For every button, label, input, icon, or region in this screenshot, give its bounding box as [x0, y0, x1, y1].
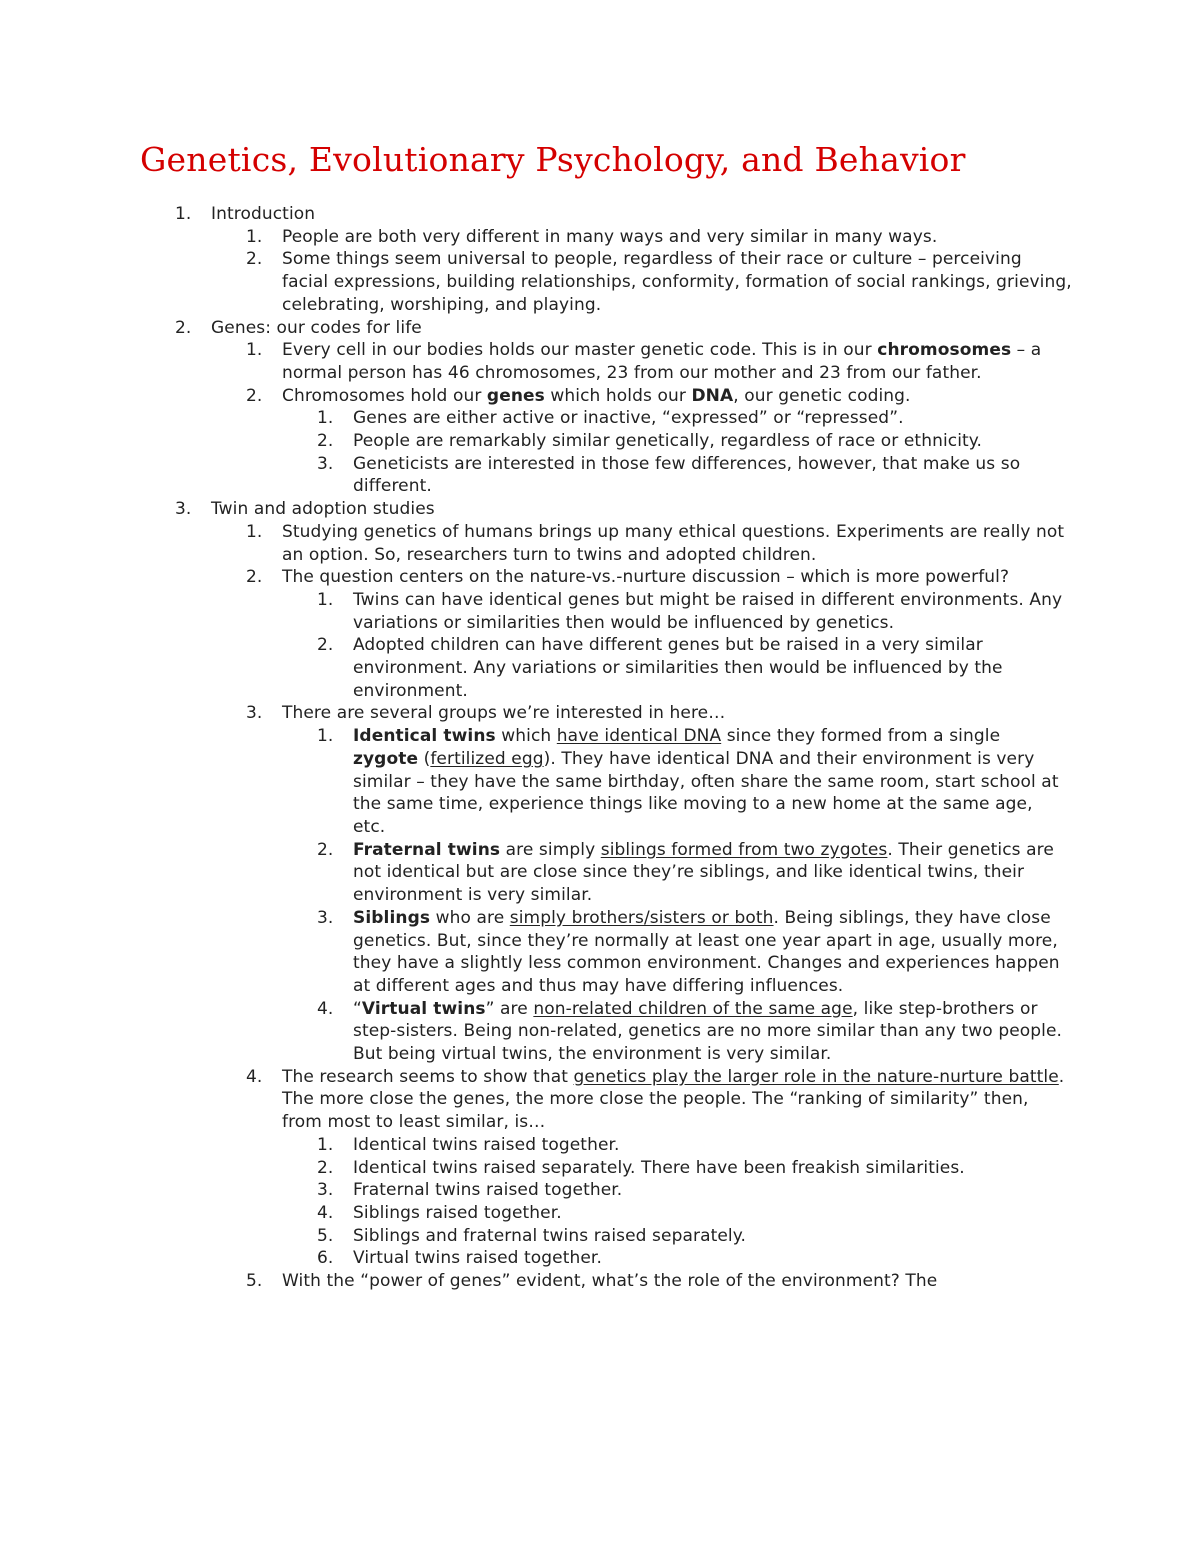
list-item-text: Some things seem universal to people, regardless of their race or culture – perceiving facial expressions, building relationships, conformity, formation of social rankings, grieving, celebrating, worshiping, and playing.	[282, 249, 1072, 315]
text-run: since they formed from a single	[721, 726, 1001, 747]
list-item	[246, 226, 1072, 249]
list-number: 2.	[317, 1157, 334, 1178]
list-number: 1.	[246, 340, 263, 361]
list-number: 4.	[317, 1202, 334, 1223]
section-heading: Genes: our codes for life	[211, 317, 422, 338]
list-number: 5.	[246, 1271, 263, 1292]
list-number: 2.	[246, 249, 263, 270]
ranking-item	[317, 1179, 1068, 1202]
bold-term: DNA	[691, 385, 734, 406]
list-number: 2.	[246, 567, 263, 588]
outline-section-twin-studies	[175, 498, 1071, 521]
list-item	[246, 702, 1072, 725]
underlined-phrase: siblings formed from two zygotes	[600, 839, 888, 860]
outline-section-genes	[175, 317, 1071, 340]
list-item-text	[282, 386, 911, 406]
list-item	[317, 430, 1068, 453]
list-number: 2.	[317, 635, 334, 656]
section-heading: Twin and adoption studies	[211, 499, 435, 520]
text-run: The research seems to show that	[282, 1066, 574, 1087]
text-run: who are	[430, 907, 510, 928]
list-item-text: The question centers on the nature-vs.-nurture discussion – which is more powerful?	[282, 567, 1010, 588]
list-number: 3.	[317, 907, 334, 928]
list-item-siblings	[317, 907, 1068, 998]
text-run: which holds our	[544, 385, 692, 406]
list-number: 3.	[175, 499, 192, 520]
list-item-text: There are several groups we’re interested in here…	[282, 703, 726, 724]
ranking-item	[317, 1225, 1068, 1248]
list-number: 2.	[317, 839, 334, 860]
outline-list	[0, 203, 1200, 1293]
text-run: Every cell in our bodies holds our master genetic code. This is in our	[282, 340, 878, 361]
underlined-phrase: simply brothers/sisters or both	[509, 907, 774, 928]
list-number: 1.	[317, 1134, 334, 1155]
list-item-text	[353, 908, 1060, 996]
ranking-item	[317, 1247, 1068, 1270]
text-run: are simply	[500, 839, 601, 860]
bold-term: Virtual twins	[361, 998, 486, 1019]
list-number: 2.	[175, 317, 192, 338]
text-run: . Their genetics are not identical but are close since they’re siblings, and like identical twins, their environment is very similar.	[353, 839, 1054, 906]
ranking-item	[317, 1134, 1068, 1157]
list-item-text: Geneticists are interested in those few differences, however, that make us so different.	[353, 453, 1021, 497]
text-run: “	[353, 998, 362, 1019]
text-run: ). They have identical DNA and their environment is very similar – they have the same birthday, often share the same room, start school at the same time, experience things like moving to a new home at the same age, etc.	[353, 748, 1059, 837]
list-item-text: Genes are either active or inactive, “expressed” or “repressed”.	[353, 408, 904, 429]
list-item-text: Siblings and fraternal twins raised separately.	[353, 1225, 746, 1246]
bold-term: zygote	[353, 748, 419, 769]
list-item-text: Virtual twins raised together.	[353, 1248, 602, 1269]
list-item-text	[353, 840, 1054, 905]
text-run: , like step-brothers or step-sisters. Being non-related, genetics are no more similar than any two people. But being virtual twins, the environment is very similar.	[353, 998, 1063, 1065]
outline-section-introduction	[175, 203, 1071, 226]
text-run: . The more close the genes, the more close the people. The “ranking of similarity” then, from most to least similar, is…	[282, 1066, 1065, 1133]
ranking-item	[317, 1157, 1068, 1180]
list-item-text: People are both very different in many ways and very similar in many ways.	[282, 226, 938, 247]
list-item-text: Adopted children can have different genes but be raised in a very similar environment. Any variations or similarities then would be influenced by the environment.	[353, 635, 1003, 701]
list-number: 5.	[317, 1225, 334, 1246]
list-number: 4.	[317, 998, 334, 1019]
list-item-fraternal-twins	[317, 839, 1068, 907]
underlined-phrase: non-related children of the same age	[533, 998, 853, 1019]
list-number: 3.	[246, 703, 263, 724]
underlined-phrase: genetics play the larger role in the nature-nurture battle	[573, 1066, 1059, 1087]
list-item-text: Studying genetics of humans brings up many ethical questions. Experiments are really not an option. So, researchers turn to twins and adopted children.	[282, 521, 1065, 565]
underlined-phrase: have identical DNA	[556, 726, 722, 747]
list-number: 6.	[317, 1248, 334, 1269]
bold-term: chromosomes	[877, 340, 1012, 361]
list-item-text	[353, 999, 1062, 1064]
list-item	[246, 385, 1072, 408]
list-item	[246, 339, 1072, 384]
list-item-text: Identical twins raised separately. There have been freakish similarities.	[353, 1157, 965, 1178]
list-item-text	[282, 340, 1041, 383]
list-number: 1.	[317, 726, 334, 747]
list-item	[317, 407, 1068, 430]
list-item-text: Identical twins raised together.	[353, 1134, 620, 1155]
bold-term: Fraternal twins	[353, 839, 501, 860]
bold-term: genes	[486, 385, 545, 406]
text-run: ” are	[485, 998, 534, 1019]
list-number: 1.	[246, 521, 263, 542]
list-item	[317, 589, 1068, 634]
list-item-virtual-twins	[317, 998, 1068, 1066]
list-item-text: With the “power of genes” evident, what’s the role of the environment? The	[282, 1271, 938, 1292]
list-item-text: Twins can have identical genes but might be raised in different environments. Any variations or similarities then would be influenced by genetics.	[353, 589, 1063, 633]
list-item	[246, 1066, 1072, 1134]
list-item-text: Fraternal twins raised together.	[353, 1180, 623, 1201]
list-number: 1.	[175, 204, 192, 224]
bold-term: Identical twins	[353, 726, 496, 747]
list-item	[246, 248, 1072, 316]
list-item	[317, 634, 1068, 702]
text-run: (	[418, 748, 431, 769]
list-item-text	[282, 1067, 1064, 1132]
list-item	[246, 521, 1072, 566]
list-item	[246, 1270, 1072, 1293]
list-item-text: People are remarkably similar genetically, regardless of race or ethnicity.	[353, 431, 983, 452]
bold-term: Siblings	[353, 907, 431, 928]
list-number: 1.	[317, 408, 334, 429]
document-title: Genetics, Evolutionary Psychology, and Behavior	[140, 140, 966, 179]
list-item-text	[353, 726, 1059, 837]
list-item-text: Siblings raised together.	[353, 1202, 562, 1223]
list-number: 1.	[246, 226, 263, 247]
text-run: , our genetic coding.	[733, 385, 911, 406]
text-run: Chromosomes hold our	[282, 385, 487, 406]
list-item	[317, 453, 1068, 498]
list-number: 3.	[317, 1180, 334, 1201]
text-run: – a normal person has 46 chromosomes, 23 from our mother and 23 from our father.	[282, 340, 1042, 383]
underlined-phrase: fertilized egg	[430, 748, 544, 769]
text-run: which	[495, 726, 557, 747]
list-number: 2.	[246, 385, 263, 406]
list-number: 4.	[246, 1066, 263, 1087]
ranking-item	[317, 1202, 1068, 1225]
list-number: 3.	[317, 453, 334, 474]
section-heading: Introduction	[211, 204, 316, 224]
list-item-identical-twins	[317, 725, 1068, 839]
list-number: 2.	[317, 431, 334, 452]
list-item	[246, 566, 1072, 589]
list-number: 1.	[317, 589, 334, 610]
text-run: . Being siblings, they have close genetics. But, since they’re normally at least one year apart in age, usually more, they have a slightly less common environment. Changes and experiences happen at different ages and thus may have differing influences.	[353, 907, 1060, 996]
